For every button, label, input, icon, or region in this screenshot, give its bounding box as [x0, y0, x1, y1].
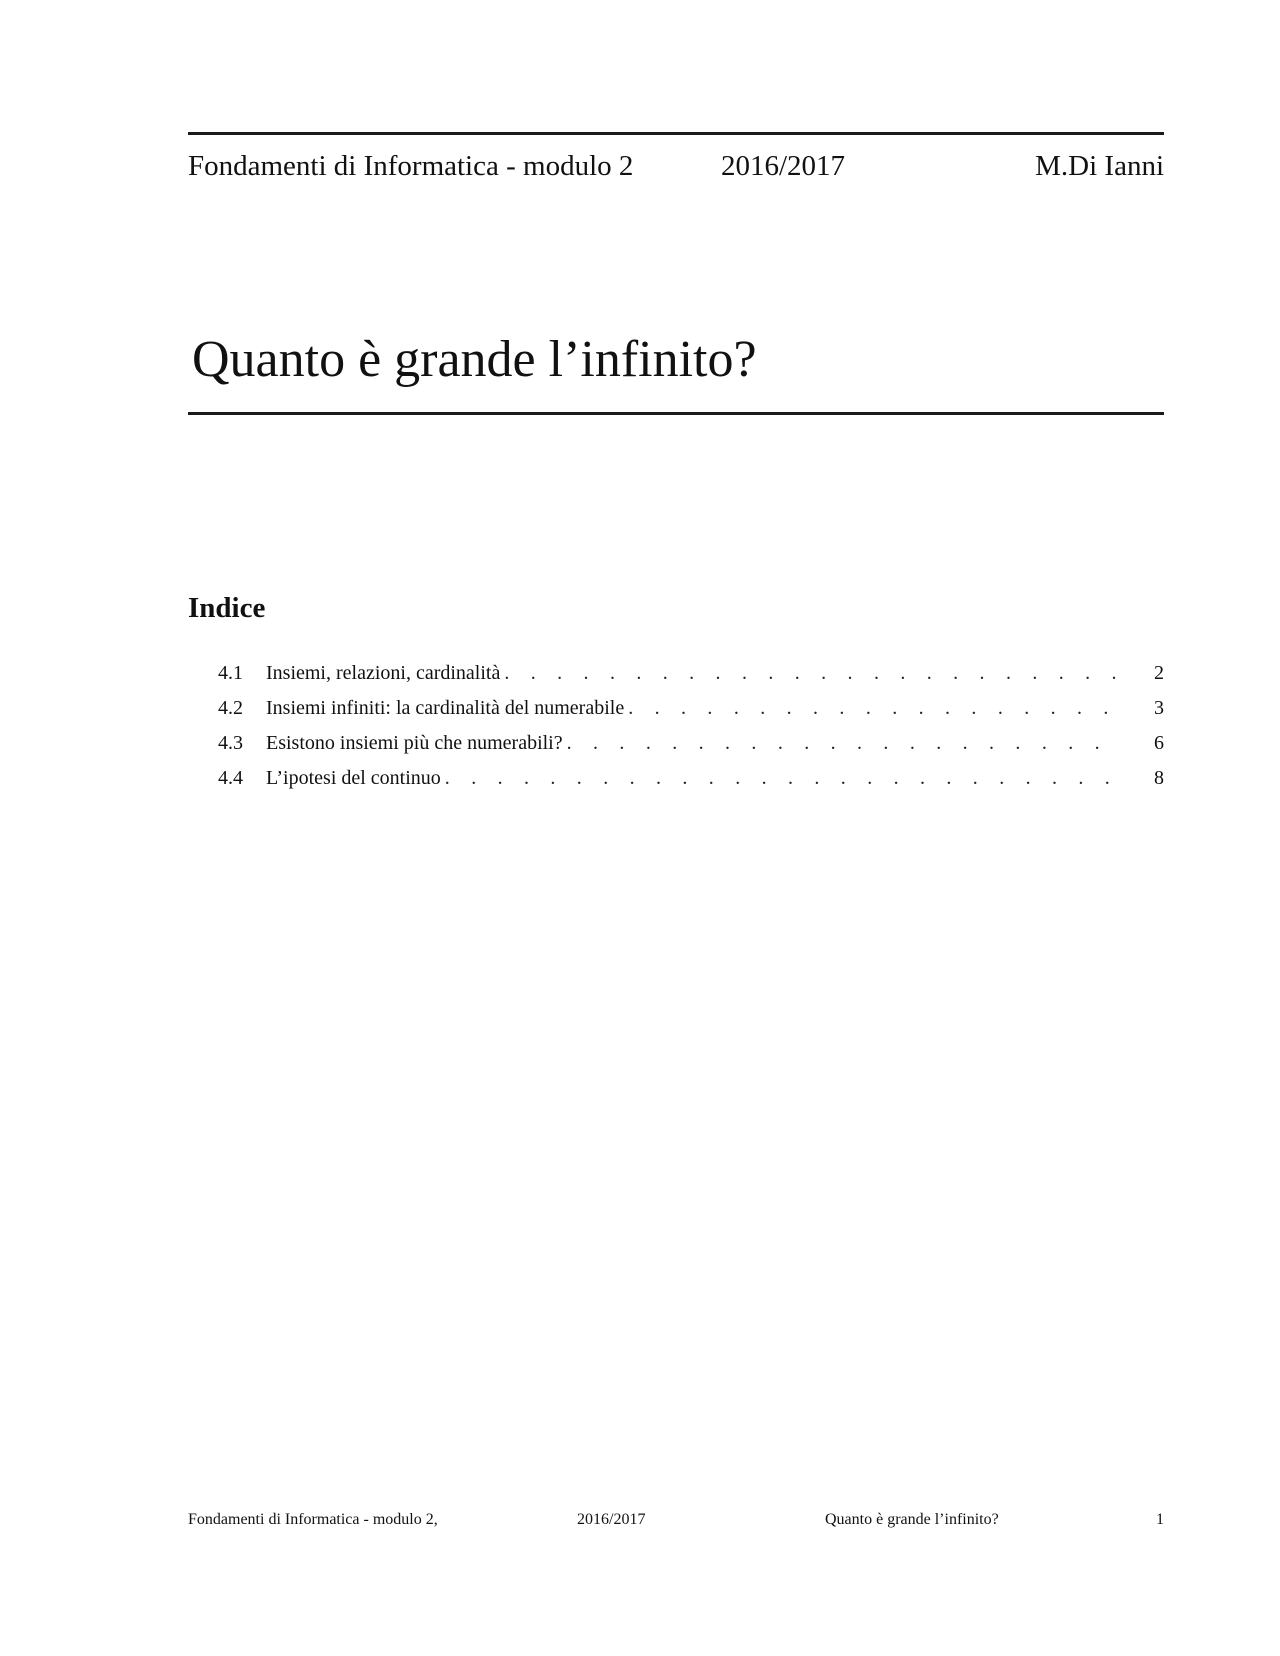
toc-entry-page: 8 [1154, 767, 1164, 789]
toc-dot-leader [504, 656, 1118, 691]
footer-course-name: Fondamenti di Informatica - modulo 2, [188, 1511, 438, 1528]
toc-entry-title: L’ipotesi del continuo [266, 767, 441, 789]
toc-dot-leader [445, 761, 1118, 796]
document-title: Quanto è grande l’infinito? [192, 331, 757, 388]
toc-entry-page: 3 [1154, 697, 1164, 719]
toc-entry-page: 2 [1154, 662, 1164, 684]
toc-entry[interactable] [218, 761, 1164, 796]
page-footer [188, 1511, 1164, 1535]
toc-entry-number: 4.4 [218, 767, 243, 789]
toc-entry-number: 4.3 [218, 732, 243, 754]
toc-dot-leader [628, 691, 1118, 726]
toc-entry-title: Insiemi, relazioni, cardinalità [266, 662, 501, 684]
toc-entry-number: 4.1 [218, 662, 243, 684]
footer-page-number: 1 [1156, 1511, 1164, 1528]
toc-dot-leader [567, 726, 1118, 761]
table-of-contents [218, 656, 1164, 796]
toc-entry-title: Insiemi infiniti: la cardinalità del numerabile [266, 697, 625, 719]
toc-heading: Indice [188, 592, 266, 624]
header-course-name: Fondamenti di Informatica - modulo 2 [188, 150, 634, 182]
header-academic-year: 2016/2017 [721, 150, 846, 182]
toc-entry-page: 6 [1154, 732, 1164, 754]
toc-entry-title: Esistono insiemi più che numerabili? [266, 732, 563, 754]
toc-entry-number: 4.2 [218, 697, 243, 719]
footer-academic-year: 2016/2017 [577, 1511, 646, 1528]
title-underline-rule [188, 412, 1164, 415]
toc-entry[interactable] [218, 691, 1164, 726]
header-top-rule [188, 132, 1164, 135]
footer-document-title: Quanto è grande l’infinito? [825, 1511, 999, 1528]
header-author: M.Di Ianni [1035, 150, 1164, 182]
toc-entry[interactable] [218, 726, 1164, 761]
page-header [188, 150, 1164, 194]
toc-entry[interactable] [218, 656, 1164, 691]
